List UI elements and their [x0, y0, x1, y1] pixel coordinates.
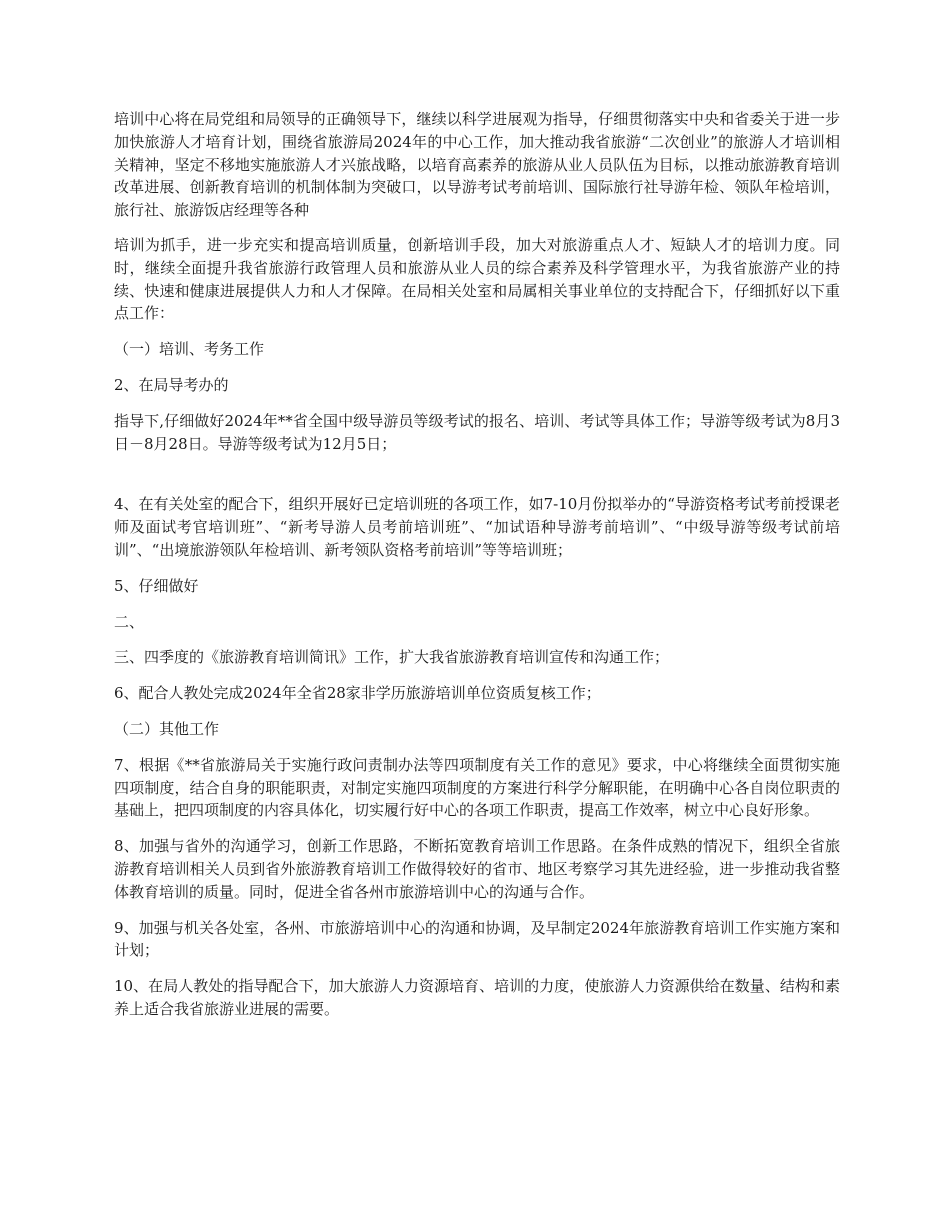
list-item-2-start: 2、在局导考办的 — [114, 375, 229, 394]
list-item-2-body: 指导下,仔细做好2024年**省全国中级导游员等级考试的报名、培训、考试等具体工作；导游等级考试为8月3日－8月28日。导游等级考试为12月5日； — [114, 411, 840, 453]
list-item-5: 5、仔细做好 — [114, 576, 199, 595]
list-item-two-marker: 二、 — [114, 612, 145, 631]
list-item-4: 4、在有关处室的配合下，组织开展好已定培训班的各项工作，如7-10月份拟举办的“导游资格考试考前授课老师及面试考官培训班”、“新考导游人员考前培训班”、“加试语种导游考前培训”、“中级导游等级考试前培训”、“出境旅游领队年检培训、新考领队资格考前培训”等等培训班； — [114, 495, 840, 559]
paragraph-training-goals: 培训为抓手，进一步充实和提高培训质量，创新培训手段，加大对旅游重点人才、短缺人才的培训力度。同时，继续全面提升我省旅游行政管理人员和旅游从业人员的综合素养及科学管理水平，为我省旅游产业的持续、快速和健康进展提供人力和人才保障。在局相关处室和局属相关事业单位的支持配合下，仔细抓好以下重点工作： — [114, 235, 840, 323]
list-item-bulletin: 三、四季度的《旅游教育培训简讯》工作，扩大我省旅游教育培训宣传和沟通工作； — [114, 648, 670, 667]
section-heading-other: （二）其他工作 — [114, 719, 220, 738]
list-item-6: 6、配合人教处完成2024年全省28家非学历旅游培训单位资质复核工作； — [114, 684, 601, 703]
list-item-9: 9、加强与机关各处室，各州、市旅游培训中心的沟通和协调，及早制定2024年旅游教育培训工作实施方案和计划； — [114, 918, 840, 960]
section-heading-training: （一）培训、考务工作 — [114, 340, 265, 359]
list-item-8: 8、加强与省外的沟通学习，创新工作思路，不断拓宽教育培训工作思路。在条件成熟的情况下，组织全省旅游教育培训相关人员到省外旅游教育培训工作做得较好的省市、地区考察学习其先进经验，进一步推动我省整体教育培训的质量。同时，促进全省各州市旅游培训中心的沟通与合作。 — [114, 837, 840, 901]
paragraph-intro: 培训中心将在局党组和局领导的正确领导下，继续以科学进展观为指导，仔细贯彻落实中央和省委关于进一步加快旅游人才培育计划，围绕省旅游局2024年的中心工作，加大推动我省旅游“二次创业”的旅游人才培训相关精神，坚定不移地实施旅游人才兴旅战略，以培育高素养的旅游从业人员队伍为目标，以推动旅游教育培训改革进展、创新教育培训的机制体制为突破口，以导游考试考前培训、国际旅行社导游年检、领队年检培训，旅行社、旅游饭店经理等各种 — [114, 110, 840, 220]
list-item-7: 7、根据《**省旅游局关于实施行政问责制办法等四项制度有关工作的意见》要求，中心将继续全面贯彻实施四项制度，结合自身的职能职责，对制定实施四项制度的方案进行科学分解职能，在明确中心各自岗位职责的基础上，把四项制度的内容具体化，切实履行好中心的各项工作职责，提高工作效率，树立中心良好形象。 — [114, 755, 840, 820]
document-body — [114, 108, 840, 1021]
list-item-10: 10、在局人教处的指导配合下，加大旅游人力资源培育、培训的力度，使旅游人力资源供给在数量、结构和素养上适合我省旅游业进展的需要。 — [114, 977, 840, 1018]
